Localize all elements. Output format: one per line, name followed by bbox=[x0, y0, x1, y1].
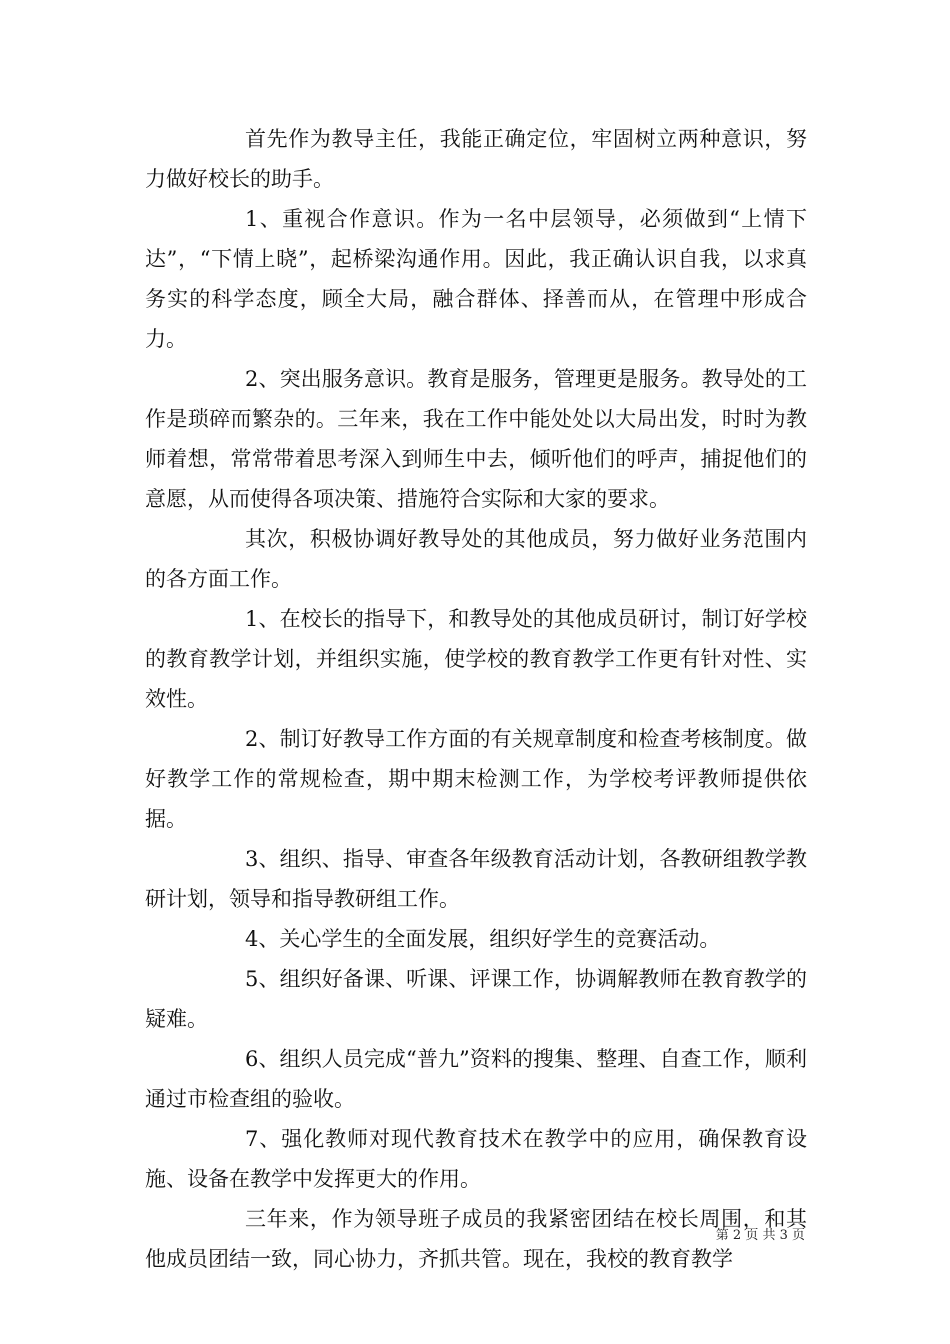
page-number-label: 第 2 页 共 3 页 bbox=[715, 1228, 805, 1243]
paragraph-cooperation-awareness: 1、重视合作意识。作为一名中层领导，必须做到“上情下达”，“下情上晓”，起桥梁沟通作用。因此，我正确认识自我，以求真务实的科学态度，顾全大局，融合群体、择善而从，在管理中形成合力。 bbox=[145, 207, 807, 351]
paragraph-student-development: 4、关心学生的全面发展，组织好学生的竞赛活动。 bbox=[245, 927, 721, 951]
paragraph-service-awareness: 2、突出服务意识。教育是服务，管理更是服务。教导处的工作是琐碎而繁杂的。三年来，我在工作中能处处以大局出发，时时为教师着想，常常带着思考深入到师生中去，倾听他们的呼声，捕捉他们的意愿，从而使得各项决策、措施符合实际和大家的要求。 bbox=[145, 367, 807, 511]
paragraph-three-years-summary: 三年来，作为领导班子成员的我紧密团结在校长周围，和其他成员团结一致，同心协力，齐抓共管。现在，我校的教育教学 bbox=[145, 1207, 807, 1271]
paragraph-review-plans: 3、组织、指导、审查各年级教育活动计划，各教研组教学教研计划，领导和指导教研组工作。 bbox=[145, 847, 807, 911]
paragraph-intro-awareness: 首先作为教导主任，我能正确定位，牢固树立两种意识，努力做好校长的助手。 bbox=[145, 127, 807, 191]
page-footer bbox=[716, 1227, 805, 1245]
paragraph-puji-materials: 6、组织人员完成“普九”资料的搜集、整理、自查工作，顺利通过市检查组的验收。 bbox=[145, 1047, 807, 1111]
document-body bbox=[145, 119, 807, 1279]
paragraph-teaching-plan: 1、在校长的指导下，和教导处的其他成员研讨，制订好学校的教育教学计划，并组织实施，使学校的教育教学工作更有针对性、实效性。 bbox=[145, 607, 807, 711]
paragraph-modern-technology: 7、强化教师对现代教育技术在教学中的应用，确保教育设施、设备在教学中发挥更大的作用。 bbox=[145, 1127, 807, 1191]
paragraph-rules-system: 2、制订好教导工作方面的有关规章制度和检查考核制度。做好教学工作的常规检查，期中期末检测工作，为学校考评教师提供依据。 bbox=[145, 727, 807, 831]
paragraph-lesson-review: 5、组织好备课、听课、评课工作，协调解教师在教育教学的疑难。 bbox=[145, 967, 807, 1031]
paragraph-coordinate-members: 其次，积极协调好教导处的其他成员，努力做好业务范围内的各方面工作。 bbox=[145, 527, 807, 591]
